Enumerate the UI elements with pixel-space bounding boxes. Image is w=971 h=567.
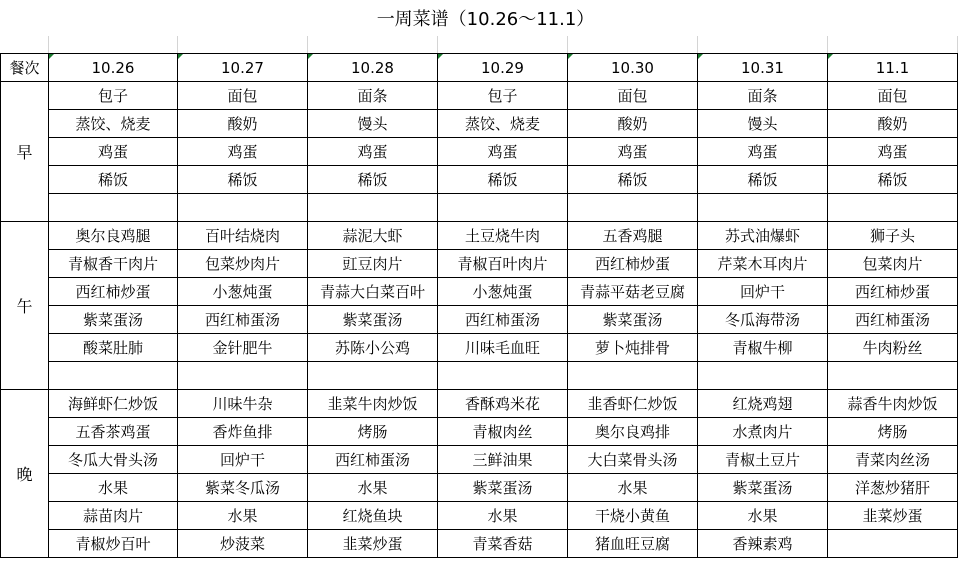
dish-cell[interactable]: 香炸鱼排 bbox=[178, 418, 308, 446]
dish-cell[interactable]: 奥尔良鸡腿 bbox=[49, 222, 178, 250]
dish-cell[interactable]: 三鲜油果 bbox=[438, 446, 568, 474]
dish-row bbox=[1, 474, 958, 502]
dish-cell[interactable]: 香酥鸡米花 bbox=[438, 390, 568, 418]
dish-cell[interactable]: 蒜香牛肉炒饭 bbox=[828, 390, 958, 418]
dish-cell[interactable] bbox=[178, 362, 308, 390]
dish-cell[interactable]: 西红柿蛋汤 bbox=[308, 446, 438, 474]
dish-cell[interactable]: 小葱炖蛋 bbox=[438, 278, 568, 306]
dish-cell[interactable] bbox=[438, 362, 568, 390]
dish-cell[interactable]: 西红柿蛋汤 bbox=[178, 306, 308, 334]
dish-cell[interactable]: 面包 bbox=[178, 82, 308, 110]
dish-cell[interactable]: 五香鸡腿 bbox=[568, 222, 698, 250]
dish-cell[interactable] bbox=[308, 194, 438, 222]
dish-cell[interactable]: 水果 bbox=[438, 502, 568, 530]
dish-cell[interactable] bbox=[49, 194, 178, 222]
dish-cell[interactable]: 苏式油爆虾 bbox=[698, 222, 828, 250]
dish-cell[interactable]: 酸菜肚肺 bbox=[49, 334, 178, 362]
dish-cell[interactable]: 稀饭 bbox=[568, 166, 698, 194]
dish-cell[interactable]: 稀饭 bbox=[438, 166, 568, 194]
dish-cell[interactable]: 韭菜炒蛋 bbox=[308, 530, 438, 558]
dish-cell[interactable]: 面包 bbox=[828, 82, 958, 110]
dish-cell[interactable]: 鸡蛋 bbox=[438, 138, 568, 166]
dish-row bbox=[1, 166, 958, 194]
dish-cell[interactable]: 青椒百叶肉片 bbox=[438, 250, 568, 278]
dish-cell[interactable]: 西红柿蛋汤 bbox=[438, 306, 568, 334]
dish-cell[interactable]: 青椒香干肉片 bbox=[49, 250, 178, 278]
dish-cell[interactable]: 百叶结烧肉 bbox=[178, 222, 308, 250]
dish-cell[interactable]: 洋葱炒猪肝 bbox=[828, 474, 958, 502]
dish-row bbox=[1, 502, 958, 530]
dish-cell[interactable]: 冬瓜大骨头汤 bbox=[49, 446, 178, 474]
dish-cell[interactable]: 红烧鸡翅 bbox=[698, 390, 828, 418]
dish-row bbox=[1, 530, 958, 558]
dish-cell[interactable]: 水煮肉片 bbox=[698, 418, 828, 446]
dish-cell[interactable]: 青菜香菇 bbox=[438, 530, 568, 558]
date-header[interactable]: 10.26 bbox=[49, 54, 178, 82]
dish-cell[interactable]: 包菜炒肉片 bbox=[178, 250, 308, 278]
dish-cell[interactable]: 干烧小黄鱼 bbox=[568, 502, 698, 530]
dish-row bbox=[1, 278, 958, 306]
dish-cell[interactable]: 面条 bbox=[308, 82, 438, 110]
dish-cell[interactable]: 水果 bbox=[308, 474, 438, 502]
meal-label[interactable]: 早 bbox=[1, 82, 49, 222]
dish-cell[interactable]: 紫菜蛋汤 bbox=[438, 474, 568, 502]
dish-cell[interactable]: 土豆烧牛肉 bbox=[438, 222, 568, 250]
dish-cell[interactable]: 酸奶 bbox=[178, 110, 308, 138]
meal-label[interactable]: 晚 bbox=[1, 390, 49, 558]
dish-cell[interactable]: 紫菜冬瓜汤 bbox=[178, 474, 308, 502]
dish-cell[interactable]: 狮子头 bbox=[828, 222, 958, 250]
dish-cell[interactable]: 水果 bbox=[568, 474, 698, 502]
dish-cell[interactable]: 青蒜大白菜百叶 bbox=[308, 278, 438, 306]
dish-cell[interactable]: 豇豆肉片 bbox=[308, 250, 438, 278]
dish-cell[interactable]: 萝卜炖排骨 bbox=[568, 334, 698, 362]
dish-cell[interactable] bbox=[568, 362, 698, 390]
dish-cell[interactable]: 猪血旺豆腐 bbox=[568, 530, 698, 558]
date-header[interactable]: 10.31 bbox=[698, 54, 828, 82]
dish-cell[interactable]: 水果 bbox=[698, 502, 828, 530]
dish-cell[interactable]: 酸奶 bbox=[828, 110, 958, 138]
dish-cell[interactable]: 酸奶 bbox=[568, 110, 698, 138]
dish-cell[interactable]: 蒸饺、烧麦 bbox=[49, 110, 178, 138]
menu-table bbox=[0, 53, 958, 558]
dish-cell[interactable]: 青蒜平菇老豆腐 bbox=[568, 278, 698, 306]
dish-cell[interactable] bbox=[438, 194, 568, 222]
dish-cell[interactable]: 青椒炒百叶 bbox=[49, 530, 178, 558]
date-header[interactable]: 10.28 bbox=[308, 54, 438, 82]
dish-cell[interactable]: 金针肥牛 bbox=[178, 334, 308, 362]
dish-cell[interactable]: 西红柿炒蛋 bbox=[828, 278, 958, 306]
dish-cell[interactable]: 牛肉粉丝 bbox=[828, 334, 958, 362]
dish-cell[interactable] bbox=[828, 194, 958, 222]
meal-column-header[interactable]: 餐次 bbox=[1, 54, 49, 82]
dish-cell[interactable]: 鸡蛋 bbox=[178, 138, 308, 166]
dish-cell[interactable]: 青椒牛柳 bbox=[698, 334, 828, 362]
dish-row bbox=[1, 418, 958, 446]
dish-cell[interactable]: 炒菠菜 bbox=[178, 530, 308, 558]
dish-cell[interactable]: 烤肠 bbox=[308, 418, 438, 446]
dish-cell[interactable]: 包菜肉片 bbox=[828, 250, 958, 278]
date-header[interactable]: 11.1 bbox=[828, 54, 958, 82]
dish-cell[interactable]: 回炉干 bbox=[178, 446, 308, 474]
dish-cell[interactable]: 馒头 bbox=[308, 110, 438, 138]
dish-cell[interactable]: 鸡蛋 bbox=[308, 138, 438, 166]
dish-cell[interactable] bbox=[308, 362, 438, 390]
dish-row bbox=[1, 138, 958, 166]
dish-row bbox=[1, 334, 958, 362]
dish-cell[interactable]: 稀饭 bbox=[828, 166, 958, 194]
dish-cell[interactable] bbox=[178, 194, 308, 222]
page-title: 一周菜谱（10.26～11.1） bbox=[376, 9, 595, 30]
dish-row bbox=[1, 222, 958, 250]
dish-cell[interactable] bbox=[698, 194, 828, 222]
dish-cell[interactable]: 五香茶鸡蛋 bbox=[49, 418, 178, 446]
dish-cell[interactable]: 芹菜木耳肉片 bbox=[698, 250, 828, 278]
dish-cell[interactable]: 红烧鱼块 bbox=[308, 502, 438, 530]
dish-cell[interactable]: 回炉干 bbox=[698, 278, 828, 306]
spacer-row bbox=[1, 194, 958, 222]
dish-cell[interactable]: 奥尔良鸡排 bbox=[568, 418, 698, 446]
dish-cell[interactable]: 烤肠 bbox=[828, 418, 958, 446]
dish-cell[interactable]: 青椒肉丝 bbox=[438, 418, 568, 446]
dish-row bbox=[1, 250, 958, 278]
dish-cell[interactable]: 包子 bbox=[49, 82, 178, 110]
dish-cell[interactable]: 稀饭 bbox=[178, 166, 308, 194]
dish-cell[interactable]: 鸡蛋 bbox=[828, 138, 958, 166]
dish-cell[interactable]: 西红柿炒蛋 bbox=[568, 250, 698, 278]
dish-cell[interactable]: 香辣素鸡 bbox=[698, 530, 828, 558]
dish-cell[interactable]: 面包 bbox=[568, 82, 698, 110]
dish-cell[interactable]: 海鲜虾仁炒饭 bbox=[49, 390, 178, 418]
dish-cell[interactable]: 蒸饺、烧麦 bbox=[438, 110, 568, 138]
dish-cell[interactable]: 川味毛血旺 bbox=[438, 334, 568, 362]
spacer-row bbox=[1, 362, 958, 390]
dish-row bbox=[1, 446, 958, 474]
dish-cell[interactable]: 青菜肉丝汤 bbox=[828, 446, 958, 474]
blank-row bbox=[0, 36, 971, 53]
dish-cell[interactable]: 稀饭 bbox=[308, 166, 438, 194]
dish-cell[interactable]: 包子 bbox=[438, 82, 568, 110]
date-header[interactable]: 10.30 bbox=[568, 54, 698, 82]
dish-cell[interactable]: 鸡蛋 bbox=[568, 138, 698, 166]
dish-cell[interactable]: 紫菜蛋汤 bbox=[308, 306, 438, 334]
dish-cell[interactable]: 稀饭 bbox=[49, 166, 178, 194]
dish-cell[interactable]: 紫菜蛋汤 bbox=[49, 306, 178, 334]
date-header[interactable]: 10.27 bbox=[178, 54, 308, 82]
dish-cell[interactable]: 大白菜骨头汤 bbox=[568, 446, 698, 474]
dish-cell[interactable]: 苏陈小公鸡 bbox=[308, 334, 438, 362]
dish-row bbox=[1, 306, 958, 334]
dish-cell[interactable] bbox=[828, 530, 958, 558]
dish-cell[interactable]: 蒜苗肉片 bbox=[49, 502, 178, 530]
dish-cell[interactable]: 稀饭 bbox=[698, 166, 828, 194]
dish-row bbox=[1, 110, 958, 138]
dish-cell[interactable] bbox=[568, 194, 698, 222]
dish-cell[interactable]: 韭菜炒蛋 bbox=[828, 502, 958, 530]
dish-cell[interactable] bbox=[49, 362, 178, 390]
dish-cell[interactable]: 水果 bbox=[178, 502, 308, 530]
dish-row bbox=[1, 82, 958, 110]
dish-cell[interactable]: 面条 bbox=[698, 82, 828, 110]
dish-cell[interactable]: 紫菜蛋汤 bbox=[568, 306, 698, 334]
header-row bbox=[1, 54, 958, 82]
dish-cell[interactable]: 川味牛杂 bbox=[178, 390, 308, 418]
dish-cell[interactable]: 小葱炖蛋 bbox=[178, 278, 308, 306]
dish-cell[interactable]: 西红柿炒蛋 bbox=[49, 278, 178, 306]
dish-cell[interactable] bbox=[698, 362, 828, 390]
dish-cell[interactable]: 韭香虾仁炒饭 bbox=[568, 390, 698, 418]
dish-cell[interactable]: 鸡蛋 bbox=[698, 138, 828, 166]
dish-cell[interactable]: 馒头 bbox=[698, 110, 828, 138]
dish-cell[interactable]: 鸡蛋 bbox=[49, 138, 178, 166]
dish-cell[interactable]: 冬瓜海带汤 bbox=[698, 306, 828, 334]
dish-cell[interactable]: 水果 bbox=[49, 474, 178, 502]
dish-cell[interactable]: 蒜泥大虾 bbox=[308, 222, 438, 250]
dish-cell[interactable] bbox=[828, 362, 958, 390]
meal-label[interactable]: 午 bbox=[1, 222, 49, 390]
dish-cell[interactable]: 韭菜牛肉炒饭 bbox=[308, 390, 438, 418]
date-header[interactable]: 10.29 bbox=[438, 54, 568, 82]
dish-cell[interactable]: 西红柿蛋汤 bbox=[828, 306, 958, 334]
dish-row bbox=[1, 390, 958, 418]
dish-cell[interactable]: 紫菜蛋汤 bbox=[698, 474, 828, 502]
dish-cell[interactable]: 青椒土豆片 bbox=[698, 446, 828, 474]
